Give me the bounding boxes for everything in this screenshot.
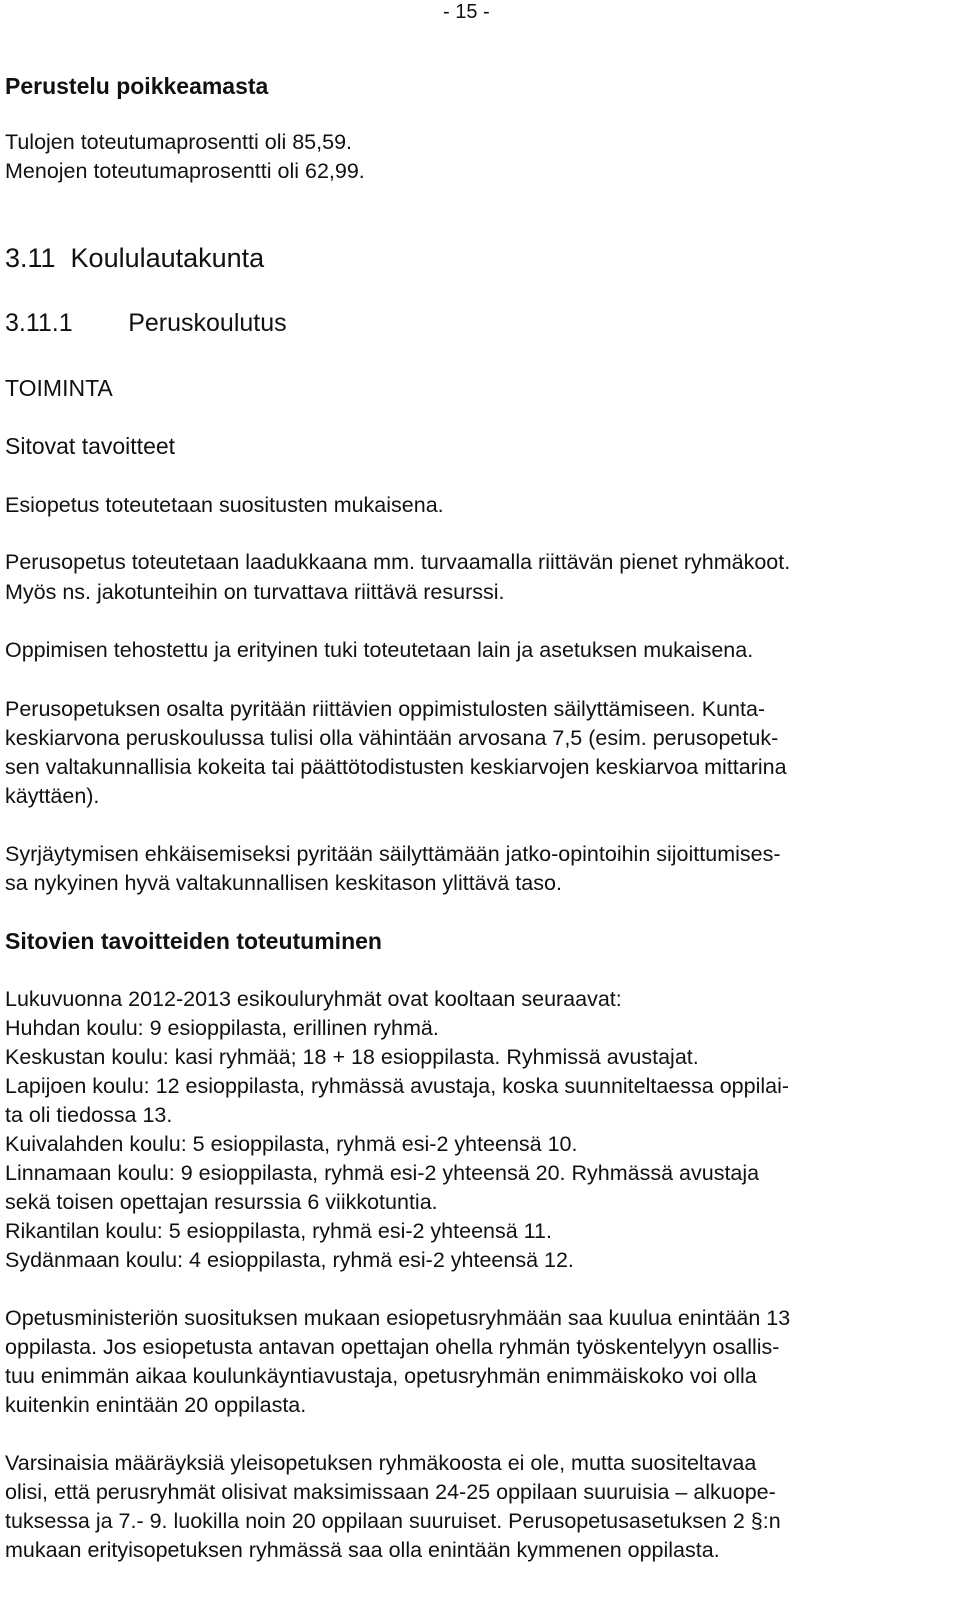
section-heading-perustelu: Perustelu poikkeamasta xyxy=(5,73,269,99)
paragraph-line: kuitenkin enintään 20 oppilasta. xyxy=(5,1393,307,1417)
paragraph-line: Sydänmaan koulu: 4 esioppilasta, ryhmä esi-2 yhteensä 12. xyxy=(5,1248,574,1272)
paragraph-line: Perusopetuksen osalta pyritään riittävien oppimistulosten säilyttämiseen. Kunta- xyxy=(5,697,766,721)
subchapter-heading: 3.11.1 Peruskoulutus xyxy=(5,309,287,337)
paragraph-line: Oppimisen tehostettu ja erityinen tuki toteutetaan lain ja asetuksen mukaisena. xyxy=(5,638,754,662)
paragraph-line: Opetusministeriön suosituksen mukaan esiopetusryhmään saa kuulua enintään 13 xyxy=(5,1306,791,1330)
paragraph-line: Rikantilan koulu: 5 esioppilasta, ryhmä esi-2 yhteensä 11. xyxy=(5,1219,552,1243)
chapter-heading: 3.11 Koululautakunta xyxy=(5,243,265,273)
paragraph-line: Lapijoen koulu: 12 esioppilasta, ryhmässä avustaja, koska suunniteltaessa oppilai- xyxy=(5,1074,790,1098)
paragraph-line: tuu enimmän aikaa koulunkäyntiavustaja, opetusryhmän enimmäiskoko voi olla xyxy=(5,1364,757,1388)
paragraph-line: Keskustan koulu: kasi ryhmää; 18 + 18 esioppilasta. Ryhmissä avustajat. xyxy=(5,1045,699,1069)
paragraph-line: olisi, että perusryhmät olisivat maksimissaan 24-25 oppilaan suuruisia – alkuope- xyxy=(5,1480,776,1504)
paragraph-line: Kuivalahden koulu: 5 esioppilasta, ryhmä esi-2 yhteensä 10. xyxy=(5,1132,578,1156)
section-heading-toteutuminen: Sitovien tavoitteiden toteutuminen xyxy=(5,928,382,954)
paragraph-line: Linnamaan koulu: 9 esioppilasta, ryhmä esi-2 yhteensä 20. Ryhmässä avustaja xyxy=(5,1161,760,1185)
paragraph-line: käyttäen). xyxy=(5,784,100,808)
paragraph-line: Esiopetus toteutetaan suositusten mukaisena. xyxy=(5,493,444,517)
page-number: - 15 - xyxy=(443,1,490,23)
paragraph-line: Lukuvuonna 2012-2013 esikouluryhmät ovat kooltaan seuraavat: xyxy=(5,987,622,1011)
paragraph-line: Varsinaisia määräyksiä yleisopetuksen ryhmäkoosta ei ole, mutta suositeltavaa xyxy=(5,1451,757,1475)
paragraph-line: ta oli tiedossa 13. xyxy=(5,1103,173,1127)
paragraph-line: mukaan erityisopetuksen ryhmässä saa olla enintään kymmenen oppilasta. xyxy=(5,1538,720,1562)
paragraph-line: Myös ns. jakotunteihin on turvattava riittävä resurssi. xyxy=(5,580,505,604)
sitovat-tavoitteet-heading: Sitovat tavoitteet xyxy=(5,433,176,459)
paragraph-line: Huhdan koulu: 9 esioppilasta, erillinen ryhmä. xyxy=(5,1016,439,1040)
toiminta-heading: TOIMINTA xyxy=(5,375,113,401)
paragraph-line: Tulojen toteutumaprosentti oli 85,59. xyxy=(5,130,353,154)
paragraph-line: sekä toisen opettajan resurssia 6 viikkotuntia. xyxy=(5,1190,438,1214)
paragraph-line: Menojen toteutumaprosentti oli 62,99. xyxy=(5,159,365,183)
paragraph-line: Syrjäytymisen ehkäisemiseksi pyritään säilyttämään jatko-opintoihin sijoittumises- xyxy=(5,842,781,866)
paragraph-line: sa nykyinen hyvä valtakunnallisen keskitason ylittävä taso. xyxy=(5,871,562,895)
paragraph-line: oppilasta. Jos esiopetusta antavan opettajan ohella ryhmän työskentelyyn osallis- xyxy=(5,1335,780,1359)
paragraph-line: Perusopetus toteutetaan laadukkaana mm. turvaamalla riittävän pienet ryhmäkoot. xyxy=(5,550,791,574)
paragraph-line: keskiarvona peruskoulussa tulisi olla vähintään arvosana 7,5 (esim. perusopetuk- xyxy=(5,726,779,750)
paragraph-line: sen valtakunnallisia kokeita tai päättötodistusten keskiarvojen keskiarvoa mittarina xyxy=(5,755,787,779)
paragraph-line: tuksessa ja 7.- 9. luokilla noin 20 oppilaan suuruiset. Perusopetusasetuksen 2 §:n xyxy=(5,1509,781,1533)
